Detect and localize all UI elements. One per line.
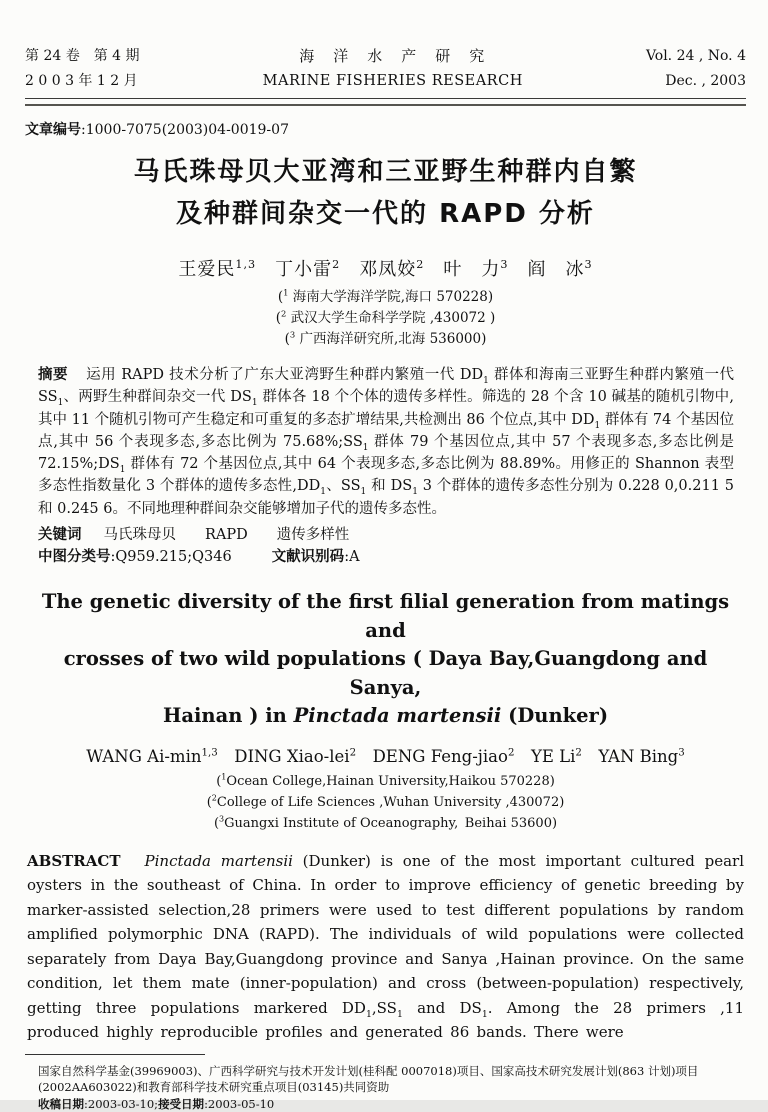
- journal-name-cn: 海 洋 水 产 研 究: [299, 47, 487, 65]
- clc-value: :Q959.215;Q346: [110, 549, 232, 566]
- clc-line: [38, 546, 734, 568]
- affiliation-en-3: ($^3$Guangxi Institute of Oceanography, Beihai 53600): [213, 814, 558, 831]
- header-double-rule: [25, 98, 746, 106]
- title-cn: [25, 151, 746, 235]
- affiliations-cn: [25, 287, 746, 350]
- volume-issue-cn: 第 24 卷 第 4 期: [25, 48, 140, 64]
- title-cn-line1: 马氏珠母贝大亚湾和三亚野生种群内自繁: [133, 157, 638, 187]
- affiliations-en: [25, 771, 746, 834]
- footnote-dates: 收稿日期:2003-03-10;接受日期:2003-05-10: [38, 1096, 275, 1111]
- affiliation-cn-2: ($^2$ 武汉大学生命科学学院 ,430072 ): [275, 308, 496, 326]
- footnote-funding-line2: (2002AA603022)和教育部科学技术研究重点项目(03145)共同资助: [38, 1080, 390, 1095]
- affiliation-cn-3: ($^3$ 广西海洋研究所,北海 536000): [284, 329, 487, 347]
- abstract-en: [27, 849, 744, 1045]
- journal-name-en: MARINE FISHERIES RESEARCH: [262, 73, 523, 89]
- title-en-line2: crosses of two wild populations ( Daya Bay,Guangdong and Sanya,: [63, 647, 708, 699]
- article-number-value: :1000-7075(2003)04-0019-07: [81, 122, 289, 138]
- abstract-cn: [38, 364, 734, 520]
- abstract-cn-label: 摘要: [38, 367, 69, 383]
- title-en-line3: Hainan ) in Pinctada martensii (Dunker): [162, 704, 609, 728]
- doc-code-label: 文献识别码: [271, 549, 345, 566]
- header-left: [25, 44, 140, 94]
- keywords-label: 关键词: [38, 527, 82, 544]
- doc-code-value: :A: [344, 549, 360, 566]
- affiliation-cn-1: ($^1$ 海南大学海洋学院,海口 570228): [277, 287, 494, 305]
- header-right: [646, 44, 746, 94]
- affiliation-en-1: ($^1$Ocean College,Hainan University,Haikou 570228): [216, 772, 555, 789]
- footnote: [38, 1063, 746, 1112]
- keywords-value: 马氏珠母贝 RAPD 遗传多样性: [103, 527, 350, 544]
- title-en: [25, 588, 746, 731]
- abstract-en-text: Pinctada martensii (Dunker) is one of the most important cultured pearl oysters in the southeast of China. In order to improve efficiency of genetic breeding by marker-assisted selection,28 primers were used to test different populations by random amplified polymorphic DNA (RAPD). The individuals of wild populations were collected separately from Daya Bay,Guangdong province and Sanya ,Hainan province. On the same condition, let them mate (inner-population) and cross (between-population) respectively, getting three populations markered $DD_1,SS_1$ and $DS_1$. Among the 28 primers ,11 produced highly reproducible profiles and generated 86 bands. There were: [27, 851, 744, 1042]
- authors-en: WANG $Ai-\min^{1,3}$ DING Xiao-lei$^2$ DENG Feng-jiao$^2$ YE Li$^2$ YAN Bing$^3$: [86, 746, 685, 766]
- title-cn-line2: 及种群间杂交一代的 RAPD 分析: [176, 199, 595, 229]
- journal-header: [25, 44, 746, 94]
- date-cn: 2 0 0 3 年 1 2 月: [25, 73, 138, 89]
- abstract-cn-text: 运用 RAPD 技术分析了广东大亚湾野生种群内繁殖一代 $DD_1$ 群体和海南三亚野生种群内繁殖一代 $SS_1$、两野生种群间杂交一代 $DS_1$ 群体各 18 个个体的遗传多样性。筛选的 28 个含 10 碱基的随机引物中,其中 11 个随机引物可产生稳定和可重复的多态扩增结果,共检测出 86 个位点,其中 $DD_1$ 群体有 74 个基因位点,其中 56 个表现多态,多态比例为 $75.68\%;SS_1$ 群体 79 个基因位点,其中 57 个表现多态,多态比例是 $72.15\%;DS_1$ 群体有 72 个基因位点,其中 64 个表现多态,多态比例为 88.89%。用修正的 Shannon 表型多态性指数量化 3 个群体的遗传多态性$,DD_1$、$SS_1$ 和 $DS_1$ 3 个群体的遗传多态性分别为 0.228 0,0.211 5 和 0.245 6。不同地理种群间杂交能够增加子代的遗传多态性。: [38, 367, 734, 517]
- date-en: Dec. , 2003: [665, 73, 746, 89]
- authors-cn: 王爱民$^{1,3}$ 丁小雷$^2$ 邓凤姣$^2$ 叶 力$^3$ 阎 冰$^3$: [178, 258, 593, 280]
- abstract-en-label: ABSTRACT: [27, 851, 121, 870]
- article-number-label: 文章编号: [25, 122, 81, 138]
- footnote-rule: [25, 1054, 205, 1055]
- volume-issue-en: Vol. 24 , No. 4: [645, 48, 746, 64]
- affiliation-en-2: ($^2$College of Life Sciences ,Wuhan University ,430072): [206, 793, 565, 810]
- footnote-funding-line1: 国家自然科学基金(39969003)、广西科学研究与技术开发计划(桂科配 0007018)项目、国家高技术研究发展计划(863 计划)项目: [38, 1063, 699, 1078]
- header-center: [140, 44, 646, 94]
- clc-label: 中图分类号: [38, 549, 111, 566]
- keywords-line: [38, 524, 734, 546]
- title-en-line1: The genetic diversity of the first filial generation from matings and: [41, 590, 730, 642]
- article-number-line: [25, 119, 746, 139]
